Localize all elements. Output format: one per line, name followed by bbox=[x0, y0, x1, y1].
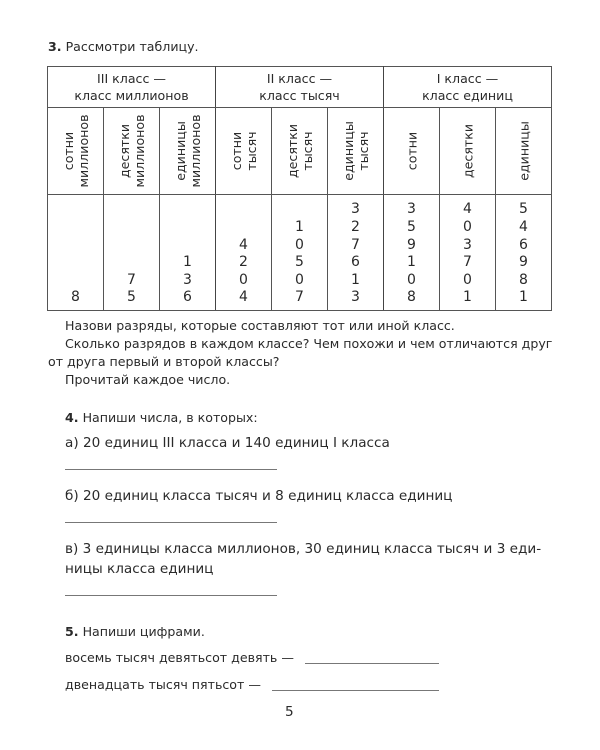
digit: 4 bbox=[239, 236, 248, 253]
digit-column bbox=[272, 195, 328, 311]
digit: 0 bbox=[295, 236, 304, 253]
digit: 6 bbox=[183, 289, 192, 306]
digit: 2 bbox=[239, 254, 248, 271]
digit: 7 bbox=[463, 254, 472, 271]
question-2: Сколько разрядов в каждом классе? Чем похожи и чем отличаются друг bbox=[65, 336, 553, 351]
task3-heading bbox=[48, 39, 199, 54]
digit: 1 bbox=[463, 289, 472, 306]
digit: 9 bbox=[407, 236, 416, 253]
digit: 5 bbox=[519, 201, 528, 218]
digit: 1 bbox=[295, 219, 304, 236]
place-header: десятки bbox=[440, 108, 496, 195]
place-header: сотни bbox=[384, 108, 440, 195]
task-title: Рассмотри таблицу. bbox=[65, 39, 199, 54]
place-header: единицы миллионов bbox=[160, 108, 216, 195]
task4-item-c: в) 3 единицы класса миллионов, 30 единиц класса тысяч и 3 еди- bbox=[65, 541, 542, 557]
digit: 9 bbox=[519, 254, 528, 271]
digit: 2 bbox=[351, 219, 360, 236]
digit: 0 bbox=[463, 219, 472, 236]
answer-line-5b[interactable] bbox=[272, 690, 439, 691]
number-classes-table bbox=[47, 66, 552, 311]
question-2-cont: от друга первый и второй классы? bbox=[48, 354, 280, 369]
class-header-thousands: II класс — класс тысяч bbox=[216, 67, 384, 108]
digit: 7 bbox=[295, 289, 304, 306]
digit-column bbox=[328, 195, 384, 311]
digit: 5 bbox=[407, 219, 416, 236]
digit: 5 bbox=[295, 254, 304, 271]
place-header: десятки тысяч bbox=[272, 108, 328, 195]
digit: 4 bbox=[463, 201, 472, 218]
digit-column bbox=[496, 195, 552, 311]
digit-column bbox=[160, 195, 216, 311]
digit: 3 bbox=[351, 201, 360, 218]
answer-line-5a[interactable] bbox=[305, 663, 439, 664]
place-header: десятки миллионов bbox=[104, 108, 160, 195]
page-number: 5 bbox=[285, 704, 294, 720]
digit: 1 bbox=[519, 289, 528, 306]
task4-item-c-cont: ницы класса единиц bbox=[65, 561, 214, 577]
answer-line-b[interactable] bbox=[65, 522, 277, 523]
digit: 3 bbox=[463, 236, 472, 253]
place-header: единицы тысяч bbox=[328, 108, 384, 195]
digit: 0 bbox=[463, 271, 472, 288]
task5-item-a: восемь тысяч девятьсот девять — bbox=[65, 650, 294, 665]
task5-item-b: двенадцать тысяч пятьсот — bbox=[65, 677, 261, 692]
digit: 3 bbox=[183, 271, 192, 288]
digit: 1 bbox=[407, 254, 416, 271]
digit: 0 bbox=[295, 271, 304, 288]
digit: 8 bbox=[519, 271, 528, 288]
digit: 5 bbox=[127, 289, 136, 306]
task4-item-b: б) 20 единиц класса тысяч и 8 единиц класса единиц bbox=[65, 488, 453, 504]
digit: 3 bbox=[351, 289, 360, 306]
question-1: Назови разряды, которые составляют тот или иной класс. bbox=[65, 318, 455, 333]
digit-column bbox=[48, 195, 104, 311]
digit: 1 bbox=[183, 254, 192, 271]
digit: 0 bbox=[407, 271, 416, 288]
digit: 6 bbox=[519, 236, 528, 253]
task4-heading: 4. Напиши числа, в которых: bbox=[65, 410, 258, 425]
digit: 8 bbox=[407, 289, 416, 306]
digit: 1 bbox=[351, 271, 360, 288]
digit: 0 bbox=[239, 271, 248, 288]
digit: 3 bbox=[407, 201, 416, 218]
task4-item-a: а) 20 единиц III класса и 140 единиц I класса bbox=[65, 435, 390, 451]
digit-column bbox=[384, 195, 440, 311]
class-header-units: I класс — класс единиц bbox=[384, 67, 552, 108]
task5-heading: 5. Напиши цифрами. bbox=[65, 624, 205, 639]
class-header-millions: III класс — класс миллионов bbox=[48, 67, 216, 108]
answer-line-c[interactable] bbox=[65, 595, 277, 596]
place-header: единицы bbox=[496, 108, 552, 195]
digit: 4 bbox=[519, 219, 528, 236]
digit: 7 bbox=[127, 271, 136, 288]
digit-column bbox=[216, 195, 272, 311]
digit: 4 bbox=[239, 289, 248, 306]
task-number: 3. bbox=[48, 39, 62, 54]
digit-column bbox=[440, 195, 496, 311]
question-3: Прочитай каждое число. bbox=[65, 372, 231, 387]
digit: 8 bbox=[71, 289, 80, 306]
answer-line-a[interactable] bbox=[65, 469, 277, 470]
place-header: сотни миллионов bbox=[48, 108, 104, 195]
digit: 7 bbox=[351, 236, 360, 253]
digit: 6 bbox=[351, 254, 360, 271]
digit-column bbox=[104, 195, 160, 311]
place-header: сотни тысяч bbox=[216, 108, 272, 195]
